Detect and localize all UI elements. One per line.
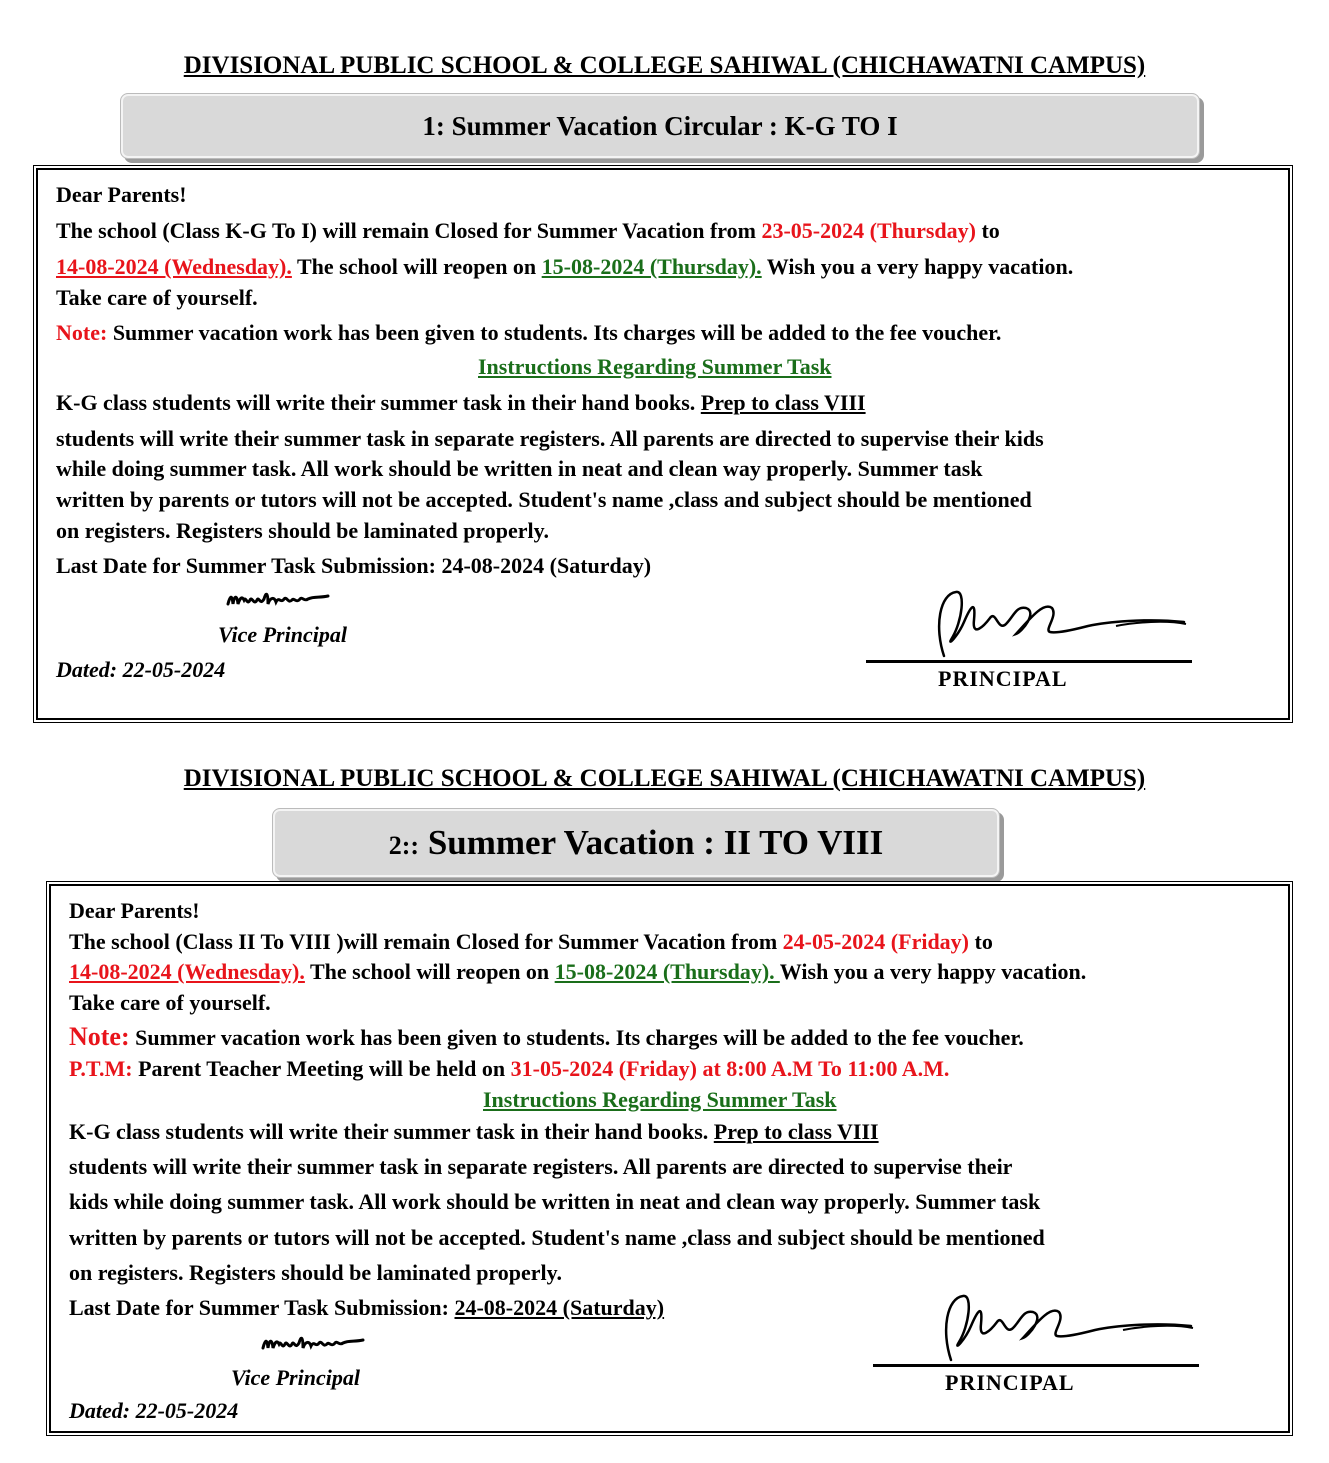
instructions-line-4: written by parents or tutors will not be accepted. Student's name ,class and subject should be mentioned (69, 1225, 1045, 1250)
para-text: The school (Class K-G To I) will remain Closed for Summer Vacation from (56, 218, 762, 243)
principal-signature-line (866, 660, 1192, 663)
note-label: Note: (69, 1022, 130, 1051)
vice-principal-signature (224, 584, 356, 618)
close-date: 23-05-2024 (Thursday) (761, 218, 976, 243)
para-text: Wish you a very happy vacation. (779, 959, 1087, 984)
greeting: Dear Parents! (56, 182, 187, 207)
vacation-paragraph-line-1 (69, 929, 993, 955)
vacation-paragraph-line-1 (56, 218, 1000, 244)
instructions-line-4: written by parents or tutors will not be accepted. Student's name ,class and subject should be mentioned (56, 487, 1032, 512)
note-line (56, 320, 1001, 346)
take-care-line: Take care of yourself. (56, 285, 258, 310)
para-text: Wish you a very happy vacation. (761, 254, 1074, 279)
instructions-line-5: on registers. Registers should be laminated properly. (56, 518, 549, 543)
ptm-date: 31-05-2024 (Friday) at 8:00 A.M To 11:00 A.M. (510, 1056, 950, 1081)
dated-line: Dated: 22-05-2024 (56, 657, 226, 682)
greeting: Dear Parents! (69, 898, 200, 923)
inst-text: K-G class students will write their summer task in their hand books. (56, 390, 701, 415)
inst-text: K-G class students will write their summer task in their hand books. (69, 1119, 714, 1144)
principal-label: PRINCIPAL (945, 1370, 1075, 1395)
reopen-date: 15-08-2024 (Thursday). (541, 254, 762, 279)
vice-principal-signature (259, 1328, 391, 1362)
instructions-line-1 (69, 1119, 879, 1145)
para-text: The school will reopen on (304, 959, 555, 984)
instructions-line-5: on registers. Registers should be laminated properly. (69, 1260, 562, 1285)
prep-to-class-viii: Prep to class VIII (713, 1119, 879, 1144)
ptm-line (69, 1056, 949, 1082)
vacation-paragraph-line-2 (56, 254, 1073, 280)
principal-signature (873, 1290, 1203, 1370)
circular-2-body (49, 884, 1290, 1433)
banner-text: Summer Vacation : II TO VIII (419, 823, 884, 862)
circular-2-banner (272, 808, 1000, 878)
para-text: The school will reopen on (291, 254, 542, 279)
circular-1-banner: 1: Summer Vacation Circular : K-G TO I (120, 93, 1200, 159)
instructions-line-3: while doing summer task. All work should be written in neat and clean way properly. Summer task (56, 456, 983, 481)
end-date: 14-08-2024 (Wednesday). (56, 254, 292, 279)
vacation-paragraph-line-2 (69, 959, 1086, 985)
last-date-label: Last Date for Summer Task Submission: (69, 1295, 455, 1320)
close-date: 24-05-2024 (Friday) (782, 929, 970, 954)
instructions-line-1 (56, 390, 866, 416)
para-text: to (975, 218, 1000, 243)
last-date-value: 24-08-2024 (Saturday) (454, 1295, 665, 1320)
banner-number: 2:: (388, 831, 420, 860)
end-date: 14-08-2024 (Wednesday). (69, 959, 305, 984)
ptm-label: P.T.M: (69, 1056, 133, 1081)
principal-signature-block (873, 1290, 1203, 1410)
vice-principal-title: Vice Principal (231, 1365, 360, 1390)
note-text: Summer vacation work has been given to students. Its charges will be added to the fee voucher. (107, 320, 1002, 345)
reopen-date: 15-08-2024 (Thursday). (554, 959, 780, 984)
take-care-line: Take care of yourself. (69, 990, 271, 1015)
instructions-heading: Instructions Regarding Summer Task (478, 354, 832, 379)
instructions-heading: Instructions Regarding Summer Task (483, 1087, 837, 1112)
para-text: to (969, 929, 993, 954)
instructions-line-3: kids while doing summer task. All work should be written in neat and clean way properly. Summer task (69, 1189, 1041, 1214)
para-text: The school (Class II To VIII )will remain Closed for Summer Vacation from (69, 929, 783, 954)
instructions-line-2: students will write their summer task in separate registers. All parents are directed to supervise their kids (56, 426, 1044, 451)
last-date-line (69, 1295, 664, 1321)
circular-1-body (36, 168, 1290, 720)
principal-label: PRINCIPAL (938, 666, 1068, 691)
last-date-line: Last Date for Summer Task Submission: 24-08-2024 (Saturday) (56, 553, 652, 578)
instructions-line-2: students will write their summer task in separate registers. All parents are directed to supervise their (69, 1154, 1013, 1179)
note-text: Summer vacation work has been given to students. Its charges will be added to the fee voucher. (129, 1025, 1024, 1050)
dated-line: Dated: 22-05-2024 (69, 1398, 239, 1423)
school-name-heading-1: DIVISIONAL PUBLIC SCHOOL & COLLEGE SAHIWAL (CHICHAWATNI CAMPUS) (183, 52, 1146, 79)
principal-signature-block (866, 586, 1196, 706)
ptm-text: Parent Teacher Meeting will be held on (132, 1056, 511, 1081)
school-name-heading-2: DIVISIONAL PUBLIC SCHOOL & COLLEGE SAHIWAL (CHICHAWATNI CAMPUS) (183, 765, 1146, 792)
principal-signature-line (873, 1364, 1199, 1367)
prep-to-class-viii: Prep to class VIII (700, 390, 866, 415)
principal-signature (866, 586, 1196, 666)
vice-principal-title: Vice Principal (218, 622, 347, 647)
note-line (69, 1022, 1024, 1052)
note-label: Note: (56, 320, 108, 345)
